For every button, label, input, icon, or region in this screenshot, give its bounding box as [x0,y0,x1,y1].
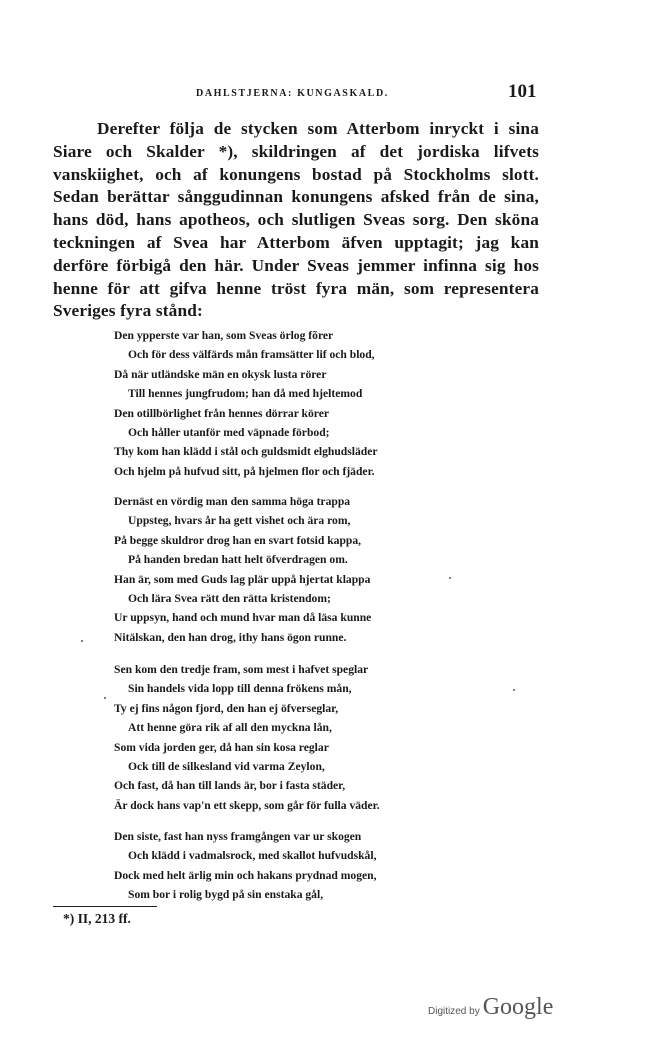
poem-line: Och lära Svea rätt den rätta kristendom; [128,592,331,606]
poem-line: Den siste, fast han nyss framgången var ur skogen [114,830,362,843]
poem-line: Till hennes jungfrudom; han då med hjeltemod [128,387,363,401]
poem-stanza-4 [114,827,514,905]
poem-line: Och hjelm på hufvud sitt, på hjelmen flor och fjäder. [114,464,375,478]
poem-line: Då när utländske män en okysk lusta rörer [114,367,327,381]
page-number: 101 [508,81,537,102]
poem-line: Är dock hans vap'n ett skepp, som går för fulla väder. [114,798,380,812]
running-head: DAHLSTJERNA: KUNGASKALD. [196,88,389,99]
poem-line: Och håller utanför med väpnade förbod; [128,426,330,440]
poem-line: Och för dess välfärds mån framsätter lif och blod, [128,348,375,362]
poem-line: Sen kom den tredje fram, som mest i hafvet speglar [114,663,369,676]
page-header [0,81,648,108]
poem-line: På handen bredan hatt helt öfverdragen om. [128,553,348,567]
poem-line: Den ypperste var han, som Sveas örlog fõrer [114,329,334,342]
poem-line: Thy kom han klädd i stål och guldsmidt elghudsläder [114,445,378,459]
footnote-divider [53,906,157,907]
body-paragraph: Derefter följa de stycken som Atterbom inryckt i sina Siare och Skalder *), skildringen af det jordiska lifvets vanskiighet, och af konungens bostad på Stockholms slott. Sedan berättar sånggudinnan konungens afsked från de sina, hans död, hans apotheos, och slutligen Sveas sorg. Den sköna teckningen af Svea har Atterbom äfven upptagit; jag kan derföre förbigå den här. Under Sveas jemmer infinna sig hos henne för att gifva henne tröst fyra män, som representera Sveriges fyra stånd: [53,119,539,321]
paper-speck [513,689,515,691]
poem-line: Nitälskan, den han drog, ithy hans ögon runne. [114,630,347,644]
google-logo: Google [482,994,554,1020]
paper-speck [104,697,106,699]
poem-stanza-3 [114,660,514,815]
poem-line: Den otillbörlighet från hennes dörrar körer [114,406,330,420]
poem-line: Uppsteg, hvars år ha gett vishet och ära rom, [128,514,351,528]
poem-stanza-1 [114,326,514,481]
poem-line: Som vida jorden ger, då han sin kosa reglar [114,740,329,754]
poem-line: Dock med helt ärlig min och hakans prydnad mogen, [114,868,377,882]
poem-line: Ty ej fins någon fjord, den han ej öfverseglar, [114,701,339,715]
poem-line: Han är, som med Guds lag plär uppå hjertat klappa [114,572,371,586]
poem-line: Och fast, då han till lands är, bor i fasta städer, [114,779,346,793]
footnote: *) II, 213 ff. [63,911,131,926]
poem-stanza-2 [114,492,514,647]
poem-line: Ur uppsyn, hand och mund hvar man då läsa kunne [114,611,372,625]
paper-speck [81,640,83,642]
poem-line: Sin handels vida lopp till denna frökens mån, [128,682,352,696]
poem-line: Att henne göra rik af all den myckna lån, [128,721,332,735]
digitized-watermark [428,994,553,1021]
body-text [53,118,539,323]
paper-speck [449,577,451,579]
poem-line: Som bor i rolig bygd på sin enstaka gål, [128,888,324,902]
poem-line: På begge skuldror drog han en svart fotsid kappa, [114,533,362,547]
poem-line: Ock till de silkesland vid varma Zeylon, [128,760,325,774]
watermark-prefix: Digitized by [428,1006,480,1017]
poem-line: Och klädd i vadmalsrock, med skallot hufvudskål, [128,849,377,863]
poem-line: Dernäst en vördig man den samma höga trappa [114,495,351,508]
